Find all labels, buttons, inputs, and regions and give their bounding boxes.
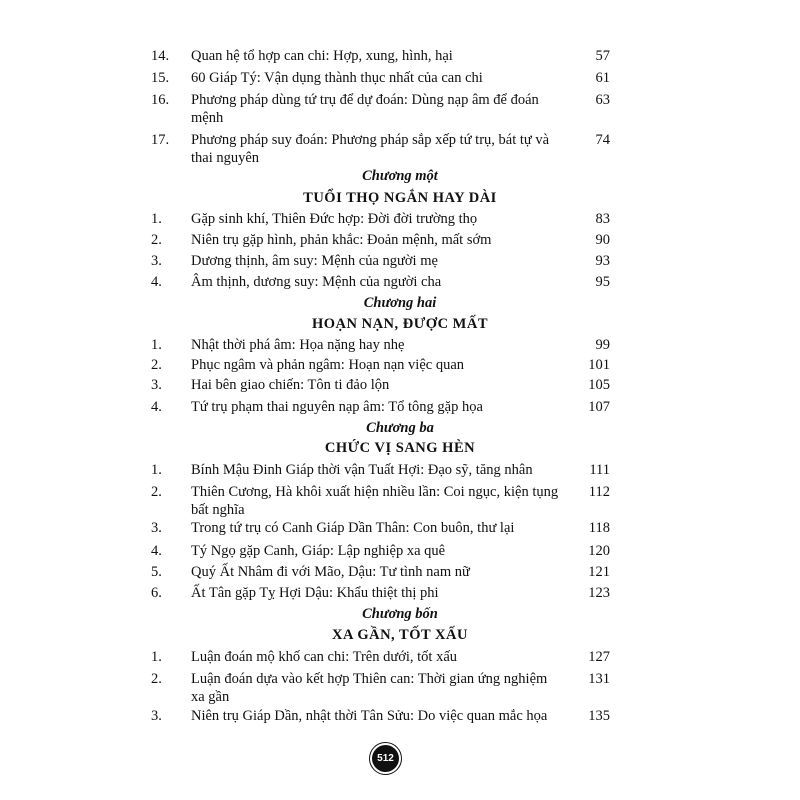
entry-title: Niên trụ gặp hình, phản khắc: Đoản mệnh, mất sớm [191, 232, 492, 248]
entry-page: 61 [595, 70, 610, 86]
entry-page: 131 [588, 671, 610, 687]
entry-page: 90 [595, 232, 610, 248]
entry-number: 4. [151, 543, 162, 559]
chapter-title: TUỔI THỌ NGẮN HAY DÀI [303, 190, 497, 206]
entry-page: 93 [595, 253, 610, 269]
entry-title: Tứ trụ phạm thai nguyên nạp âm: Tổ tông gặp họa [191, 399, 483, 415]
entry-number: 1. [151, 649, 162, 665]
entry-title: Phục ngâm và phản ngâm: Hoạn nạn việc quan [191, 357, 465, 373]
entry-title: Quan hệ tổ hợp can chi: Hợp, xung, hình, hại [191, 48, 453, 64]
entry-page: 118 [588, 520, 610, 536]
entry-page: 99 [595, 337, 610, 353]
entry-title: Gặp sinh khí, Thiên Đức hợp: Đời đời trường thọ [191, 211, 478, 227]
entry-number: 2. [151, 671, 162, 687]
entry-page: 112 [588, 484, 610, 500]
entry-title: Tý Ngọ gặp Canh, Giáp: Lập nghiệp xa quê [191, 543, 446, 559]
entry-page: 111 [589, 462, 610, 478]
entry-title: Hai bên giao chiến: Tôn ti đảo lộn [191, 377, 390, 393]
chapter-title: XA GẦN, TỐT XẤU [332, 627, 468, 643]
entry-title: 60 Giáp Tý: Vận dụng thành thục nhất của can chi [191, 70, 483, 86]
entry-title: Quý Ất Nhâm đi với Mão, Dậu: Tư tình nam nữ [191, 564, 470, 580]
chapter-label: Chương ba [366, 420, 434, 436]
entry-number: 17. [151, 132, 170, 148]
entry-page: 123 [588, 585, 610, 601]
entry-number: 1. [151, 211, 162, 227]
entry-number: 2. [151, 357, 162, 373]
entry-title: Dương thịnh, âm suy: Mệnh của người mẹ [191, 253, 438, 269]
entry-page: 57 [595, 48, 610, 64]
entry-number: 16. [151, 92, 170, 108]
entry-number: 3. [151, 708, 162, 724]
entry-page: 63 [595, 92, 610, 108]
entry-page: 121 [588, 564, 610, 580]
entry-number: 6. [151, 585, 162, 601]
entry-number: 4. [151, 274, 162, 290]
chapter-label: Chương một [362, 168, 438, 184]
entry-number: 3. [151, 520, 162, 536]
entry-page: 74 [595, 132, 610, 148]
entry-title: Niên trụ Giáp Dần, nhật thời Tân Sửu: Do việc quan mắc họa [191, 708, 548, 724]
entry-page: 95 [595, 274, 610, 290]
entry-number: 4. [151, 399, 162, 415]
chapter-title: HOẠN NẠN, ĐƯỢC MẤT [311, 316, 488, 332]
entry-page: 127 [588, 649, 610, 665]
entry-title: Âm thịnh, dương suy: Mệnh của người cha [191, 274, 442, 290]
entry-title: Thiên Cương, Hà khôi xuất hiện nhiều lần: Coi ngục, kiện tụng bất nghĩa [191, 484, 559, 518]
entry-title: Phương pháp suy đoán: Phương pháp sắp xếp tứ trụ, bát tự và thai nguyên [191, 132, 550, 166]
chapter-label: Chương bốn [362, 606, 438, 622]
entry-page: 120 [588, 543, 610, 559]
entry-page: 83 [595, 211, 610, 227]
page-number-badge: 512 [372, 745, 399, 772]
entry-number: 2. [151, 232, 162, 248]
entry-title: Trong tứ trụ có Canh Giáp Dần Thân: Con buôn, thư lại [191, 520, 515, 536]
entry-number: 14. [151, 48, 170, 64]
entry-title: Luận đoán dựa vào kết hợp Thiên can: Thời gian ứng nghiệm xa gần [191, 671, 548, 705]
chapter-title: CHỨC VỊ SANG HÈN [324, 440, 476, 456]
entry-number: 3. [151, 377, 162, 393]
entry-number: 15. [151, 70, 170, 86]
entry-title: Luận đoán mộ khố can chi: Trên dưới, tốt xấu [191, 649, 458, 665]
entry-page: 105 [588, 377, 610, 393]
entry-number: 3. [151, 253, 162, 269]
entry-title: Nhật thời phá âm: Họa nặng hay nhẹ [191, 337, 405, 353]
entry-number: 2. [151, 484, 162, 500]
entry-number: 1. [151, 462, 162, 478]
chapter-label: Chương hai [363, 295, 437, 311]
entry-number: 1. [151, 337, 162, 353]
entry-page: 101 [588, 357, 610, 373]
entry-page: 135 [588, 708, 610, 724]
entry-title: Bính Mậu Đinh Giáp thời vận Tuất Hợi: Đạo sỹ, tăng nhân [191, 462, 533, 478]
entry-title: Ất Tân gặp Tỵ Hợi Dậu: Khẩu thiệt thị phi [191, 585, 439, 601]
entry-title: Phương pháp dùng tứ trụ để dự đoán: Dùng nạp âm để đoán mệnh [191, 92, 539, 126]
entry-page: 107 [588, 399, 610, 415]
entry-number: 5. [151, 564, 162, 580]
